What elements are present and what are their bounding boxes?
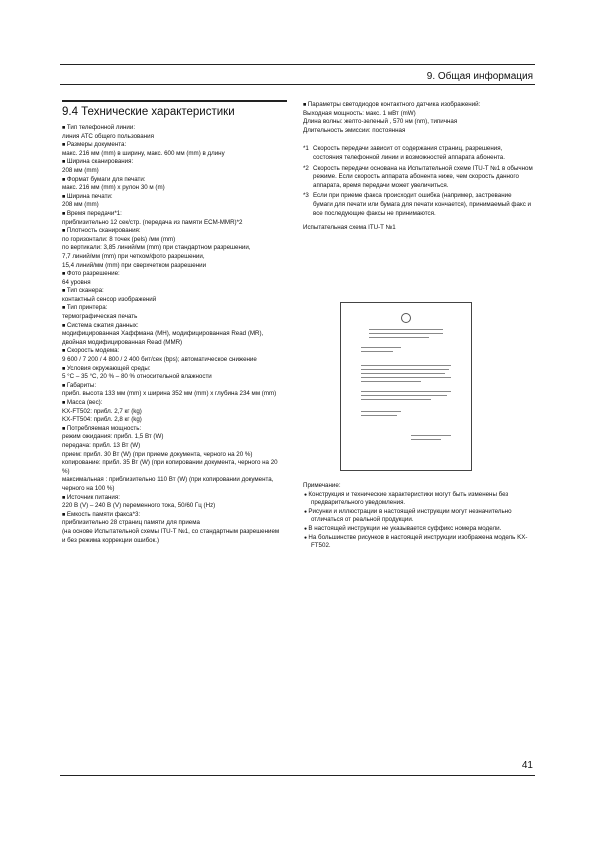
notes-block	[303, 482, 531, 551]
test-chart-line	[361, 411, 401, 412]
spec-item	[62, 425, 284, 494]
spec-item	[62, 287, 284, 304]
spec-value: приблизительно 12 сек/стр. (передача из памяти ECM-MMR)*2	[62, 218, 243, 226]
note-item: ● Рисунки и иллюстрации в настоящей инструкции могут незначительно отличаться от реальной продукции.	[303, 508, 531, 525]
footnote	[303, 165, 533, 191]
footer-rule	[60, 775, 535, 776]
spec-item	[62, 347, 284, 364]
test-chart-line	[411, 435, 451, 436]
spec-label: ■ Габариты:	[62, 382, 284, 391]
test-chart-line	[369, 329, 443, 330]
spec-label: ■ Тип сканера:	[62, 287, 284, 296]
spec-label: ■ Ширина сканирования:	[62, 158, 284, 167]
footnote-text: Скорость передачи основана на Испытательной схеме ITU-T №1 в обычном режиме. Если скорость аппарата абонента ниже, чем скорость данного аппарата, время передачи может увеличиться.	[313, 164, 533, 189]
spec-value: 208 мм (mm)	[62, 201, 99, 209]
test-chart-line	[369, 337, 429, 338]
spec-label: ■ Тип телефонной линии:	[62, 124, 284, 133]
spec-label: ■ Масса (вес):	[62, 399, 284, 408]
spec-item	[62, 322, 284, 348]
test-chart-line	[361, 399, 431, 400]
note-item: ● Конструкция и технические характеристики могут быть изменены без предварительного уведомления.	[303, 491, 531, 508]
spec-item	[62, 227, 284, 270]
footnote-mark: *2	[303, 164, 309, 172]
spec-value: передача: прибл. 13 Вт (W)	[62, 441, 141, 449]
notes-heading: Примечание:	[303, 482, 341, 489]
footnotes	[303, 145, 533, 218]
spec-value: контактный сенсор изображений	[62, 295, 157, 303]
test-chart-line	[361, 415, 397, 416]
note-item: ● В настоящей инструкции не указывается суффикс номера модели.	[303, 525, 531, 534]
specs-left-column	[62, 108, 284, 545]
specs-right-column	[303, 101, 533, 233]
figure-caption: Испытательная схема ITU-T №1	[303, 224, 396, 232]
test-chart-line	[369, 333, 443, 334]
spec-item	[62, 176, 284, 193]
test-chart-line	[361, 373, 445, 374]
test-chart-line	[361, 377, 451, 378]
spec-item	[62, 158, 284, 175]
spec-value: KX-FT504: прибл. 2,8 кг (kg)	[62, 416, 142, 424]
test-chart-line	[361, 391, 451, 392]
spec-value: 15,4 линий/мм (mm) при сверхчетком разрешении	[62, 261, 207, 269]
notes-list	[303, 491, 531, 551]
test-chart-figure	[340, 302, 472, 471]
spec-item	[62, 141, 284, 158]
spec-item	[62, 270, 284, 287]
spec-item	[62, 494, 284, 511]
test-chart-line	[411, 439, 441, 440]
spec-value: Длительность эмиссии: постоянная	[303, 126, 406, 134]
spec-value: 9 600 / 7 200 / 4 800 / 2 400 бит/сек (bps); автоматическое снижение	[62, 356, 257, 364]
specs-list	[62, 124, 284, 545]
spec-value: 7,7 линий/мм (mm) при четком/фото разрешении,	[62, 252, 205, 260]
spec-label: ■ Плотность сканирования:	[62, 227, 284, 236]
spec-item	[62, 193, 284, 210]
spec-value: макс. 216 мм (mm) x рулон 30 м (m)	[62, 184, 165, 192]
footnote-mark: *1	[303, 145, 309, 153]
spec-value: 64 уровня	[62, 278, 91, 286]
spec-value: прибл. высота 133 мм (mm) x ширина 352 мм (mm) x глубина 234 мм (mm)	[62, 390, 277, 398]
spec-values	[303, 110, 533, 136]
page-number: 41	[521, 760, 533, 771]
spec-value: приблизительно 28 страниц памяти для приема	[62, 519, 200, 527]
spec-value: 220 В (V) – 240 В (V) переменного тока, 50/60 Гц (Hz)	[62, 502, 216, 510]
note-item: ● На большинстве рисунков в настоящей инструкции изображена модель KX-FT502.	[303, 534, 531, 551]
spec-item	[62, 210, 284, 227]
spec-label: ■ Потребляемая мощность:	[62, 425, 284, 434]
spec-item	[62, 304, 284, 321]
footnote-text: Скорость передачи зависит от содержания страниц, разрешения, состояния телефонной линии и возможностей аппарата абонента.	[313, 145, 505, 161]
test-chart-line	[361, 351, 393, 352]
spec-value: прием: прибл. 30 Вт (W) (при приеме документа, черного на 20 %)	[62, 450, 253, 458]
spec-item	[62, 511, 284, 545]
spec-item	[62, 399, 284, 425]
footnote	[303, 145, 533, 162]
footnote-mark: *3	[303, 192, 309, 200]
spec-value: по горизонтали: 8 точек (pels) /мм (mm)	[62, 235, 176, 243]
spec-value: по вертикали: 3,85 линий/мм (mm) при стандартном разрешении,	[62, 244, 251, 252]
spec-label: ■ Параметры светодиодов контактного датчика изображений:	[303, 101, 533, 110]
spec-label: ■ Источник питания:	[62, 494, 284, 503]
spec-label: ■ Условия окружающей среды:	[62, 365, 284, 374]
spec-label: ■ Емкость памяти факса*3:	[62, 511, 284, 520]
footnote	[303, 192, 533, 218]
test-chart-line	[361, 395, 447, 396]
spec-item	[62, 124, 284, 141]
spec-label: ■ Фото разрешение:	[62, 270, 284, 279]
spec-value: копирование: прибл. 35 Вт (W) (при копировании документа, черного на 20 %)	[62, 459, 278, 475]
header-title: 9. Общая информация	[426, 71, 533, 82]
spec-label: ■ Ширина печати:	[62, 193, 284, 202]
spec-value: 208 мм (mm)	[62, 166, 99, 174]
spec-label: ■ Время передачи*1:	[62, 210, 284, 219]
spec-value: KX-FT502: прибл. 2,7 кг (kg)	[62, 407, 142, 415]
spec-item	[62, 382, 284, 399]
spec-value: максимальная : приблизительно 110 Вт (W) (при копировании документа, черного на 100 %)	[62, 476, 274, 492]
spec-label: ■ Размеры документа:	[62, 141, 284, 150]
spec-label: ■ Формат бумаги для печати:	[62, 176, 284, 185]
spec-value: модифицированная Хаффмана (MH), модифицированная Read (MR), двойная модифицированная Read (MMR)	[62, 330, 264, 346]
spec-item	[62, 365, 284, 382]
spec-value: Выходная мощность: макс. 1 мВт (mW)	[303, 109, 416, 117]
section-rule	[62, 100, 287, 102]
spec-item-led	[303, 101, 533, 135]
spec-value: термографическая печать	[62, 313, 138, 321]
test-chart-line	[361, 381, 421, 382]
test-chart-line	[361, 365, 451, 366]
spec-value: Длина волны: желто-зеленый , 570 нм (nm), типичная	[303, 118, 458, 126]
spec-value: (на основе Испытательной схемы ITU-T №1, со стандартным разрешением и без режима коррекции ошибок.)	[62, 527, 280, 544]
spec-label: ■ Скорость модема:	[62, 347, 284, 356]
spec-value: режим ожидания: прибл. 1,5 Вт (W)	[62, 433, 164, 441]
test-chart-logo	[401, 313, 411, 323]
section-title: 9.4 Технические характеристики	[62, 106, 235, 118]
spec-label: ■ Система сжатия данных:	[62, 322, 284, 331]
test-chart-line	[361, 347, 401, 348]
spec-value: макс. 216 мм (mm) в ширину, макс. 600 мм (mm) в длину	[62, 149, 225, 157]
footnote-text: Если при приеме факса происходит ошибка (например, застревание бумаги для печати или бумага для печати кончается), принимаемый факс и все последующие факсы не принимаются.	[313, 192, 531, 217]
header-rule-bottom	[60, 84, 535, 85]
spec-value: 5 °C – 35 °C, 20 % – 80 % относительной влажности	[62, 373, 212, 381]
spec-value: линия АТС общего пользования	[62, 132, 154, 140]
test-chart-line	[361, 369, 449, 370]
header-rule	[60, 64, 535, 65]
spec-label: ■ Тип принтера:	[62, 304, 284, 313]
